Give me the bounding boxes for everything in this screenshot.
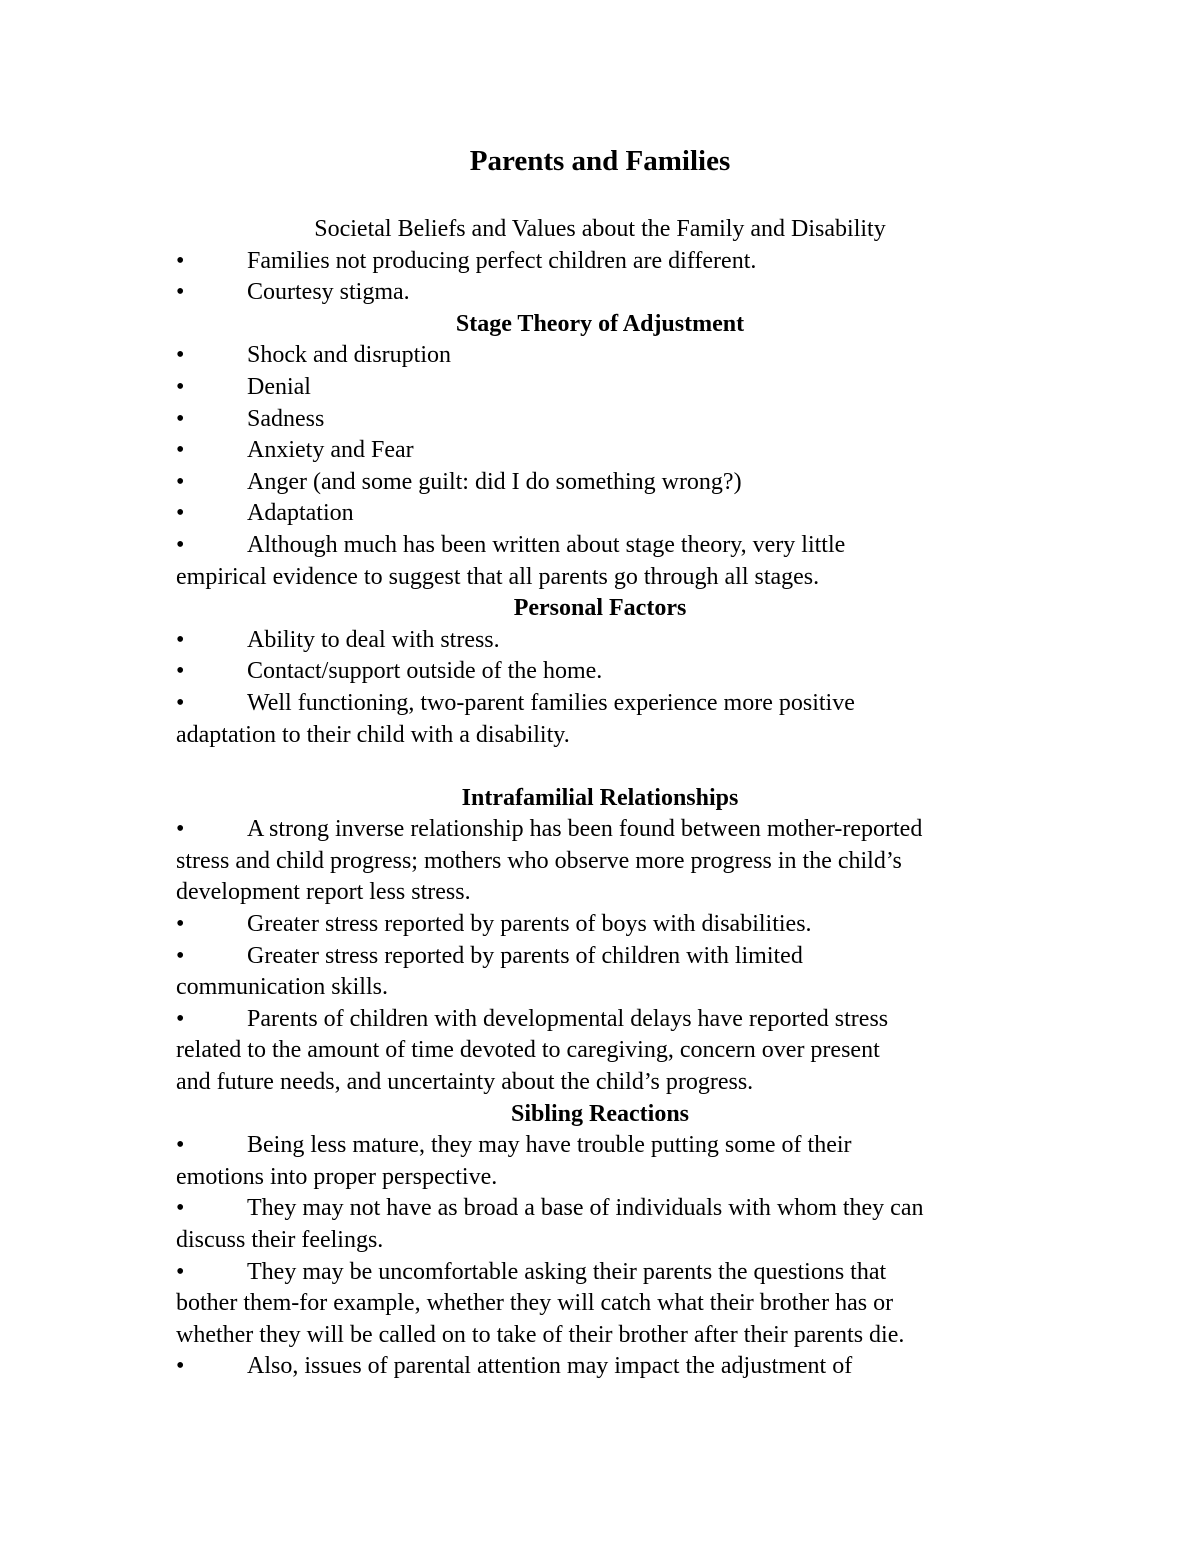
list-item-continuation: communication skills.	[176, 974, 388, 1001]
bullet-icon: •	[176, 626, 185, 653]
list-item-continuation: related to the amount of time devoted to caregiving, concern over present	[176, 1037, 880, 1064]
list-item	[176, 467, 1036, 499]
list-item	[176, 1257, 1036, 1289]
bullet-icon: •	[176, 531, 185, 558]
bullet-icon: •	[176, 942, 185, 969]
bullet-icon: •	[176, 468, 185, 495]
list-item	[176, 1351, 1036, 1383]
bullet-icon: •	[176, 373, 185, 400]
list-item	[176, 625, 1036, 657]
section-heading-sibling-reactions: Sibling Reactions	[510, 1100, 690, 1127]
bullet-icon: •	[176, 342, 185, 369]
list-item	[176, 656, 1036, 688]
document-body	[176, 214, 1036, 1383]
list-item-text: Courtesy stigma.	[247, 279, 410, 306]
bullet-icon: •	[176, 247, 185, 274]
document-title: Parents and Families	[469, 145, 731, 177]
list-item-continuation: emotions into proper perspective.	[176, 1163, 498, 1190]
bullet-icon: •	[176, 1005, 185, 1032]
section-heading-stage-theory: Stage Theory of Adjustment	[455, 310, 745, 337]
list-item-text: Denial	[247, 373, 311, 400]
list-item-text: Also, issues of parental attention may impact the adjustment of	[247, 1353, 853, 1380]
list-item	[176, 498, 1036, 530]
list-item	[176, 277, 1036, 309]
list-item	[176, 404, 1036, 436]
list-item-text: Although much has been written about stage theory, very little	[247, 531, 846, 558]
list-item-continuation: development report less stress.	[176, 879, 471, 906]
list-item-text: Families not producing perfect children are different.	[247, 247, 757, 274]
list-item	[176, 1004, 1036, 1036]
list-item-text: They may be uncomfortable asking their parents the questions that	[247, 1258, 887, 1285]
list-item-continuation: whether they will be called on to take of their brother after their parents die.	[176, 1321, 905, 1348]
list-item-text: Adaptation	[247, 500, 354, 527]
list-item-continuation: and future needs, and uncertainty about the child’s progress.	[176, 1069, 754, 1096]
bullet-icon: •	[176, 1353, 185, 1380]
list-item-text: Greater stress reported by parents of children with limited	[247, 942, 803, 969]
section-heading-intrafamilial: Intrafamilial Relationships	[461, 784, 739, 811]
bullet-icon: •	[176, 279, 185, 306]
list-item-text: A strong inverse relationship has been found between mother-reported	[247, 816, 923, 843]
bullet-icon: •	[176, 1132, 185, 1159]
list-item	[176, 909, 1036, 941]
list-item-text: Ability to deal with stress.	[247, 626, 500, 653]
list-item	[176, 941, 1036, 973]
list-item-text: They may not have as broad a base of individuals with whom they can	[247, 1195, 924, 1222]
list-item	[176, 688, 1036, 720]
list-item	[176, 814, 1036, 846]
list-item-text: Being less mature, they may have trouble putting some of their	[247, 1132, 852, 1159]
section-heading-societal: Societal Beliefs and Values about the Family and Disability	[314, 216, 886, 242]
bullet-icon: •	[176, 437, 185, 464]
bullet-icon: •	[176, 689, 185, 716]
bullet-icon: •	[176, 1195, 185, 1222]
list-item-text: Shock and disruption	[247, 342, 451, 369]
bullet-icon: •	[176, 1258, 185, 1285]
section-heading-personal-factors: Personal Factors	[513, 595, 687, 622]
list-item-text: Anxiety and Fear	[247, 437, 414, 464]
list-item-continuation: discuss their feelings.	[176, 1227, 384, 1253]
list-item-text: Sadness	[247, 405, 325, 432]
list-item	[176, 1193, 1036, 1225]
list-item-text: Contact/support outside of the home.	[247, 658, 603, 685]
list-item-text: Anger (and some guilt: did I do something wrong?)	[247, 468, 742, 495]
list-item-text: Greater stress reported by parents of boys with disabilities.	[247, 911, 812, 938]
list-item-continuation: bother them-for example, whether they will catch what their brother has or	[176, 1290, 894, 1317]
list-item-text: Parents of children with developmental delays have reported stress	[247, 1005, 889, 1032]
list-item-continuation: empirical evidence to suggest that all parents go through all stages.	[176, 563, 820, 590]
list-item	[176, 1130, 1036, 1162]
bullet-icon: •	[176, 911, 185, 938]
list-item-text: Well functioning, two-parent families experience more positive	[247, 689, 855, 716]
bullet-icon: •	[176, 658, 185, 685]
list-item-continuation: stress and child progress; mothers who observe more progress in the child’s	[176, 847, 902, 874]
list-item	[176, 246, 1036, 278]
list-item	[176, 340, 1036, 372]
list-item-continuation: adaptation to their child with a disability.	[176, 721, 570, 748]
list-item	[176, 435, 1036, 467]
list-item	[176, 372, 1036, 404]
spacer	[176, 751, 1036, 783]
list-item	[176, 530, 1036, 562]
bullet-icon: •	[176, 500, 185, 527]
bullet-icon: •	[176, 816, 185, 843]
bullet-icon: •	[176, 405, 185, 432]
